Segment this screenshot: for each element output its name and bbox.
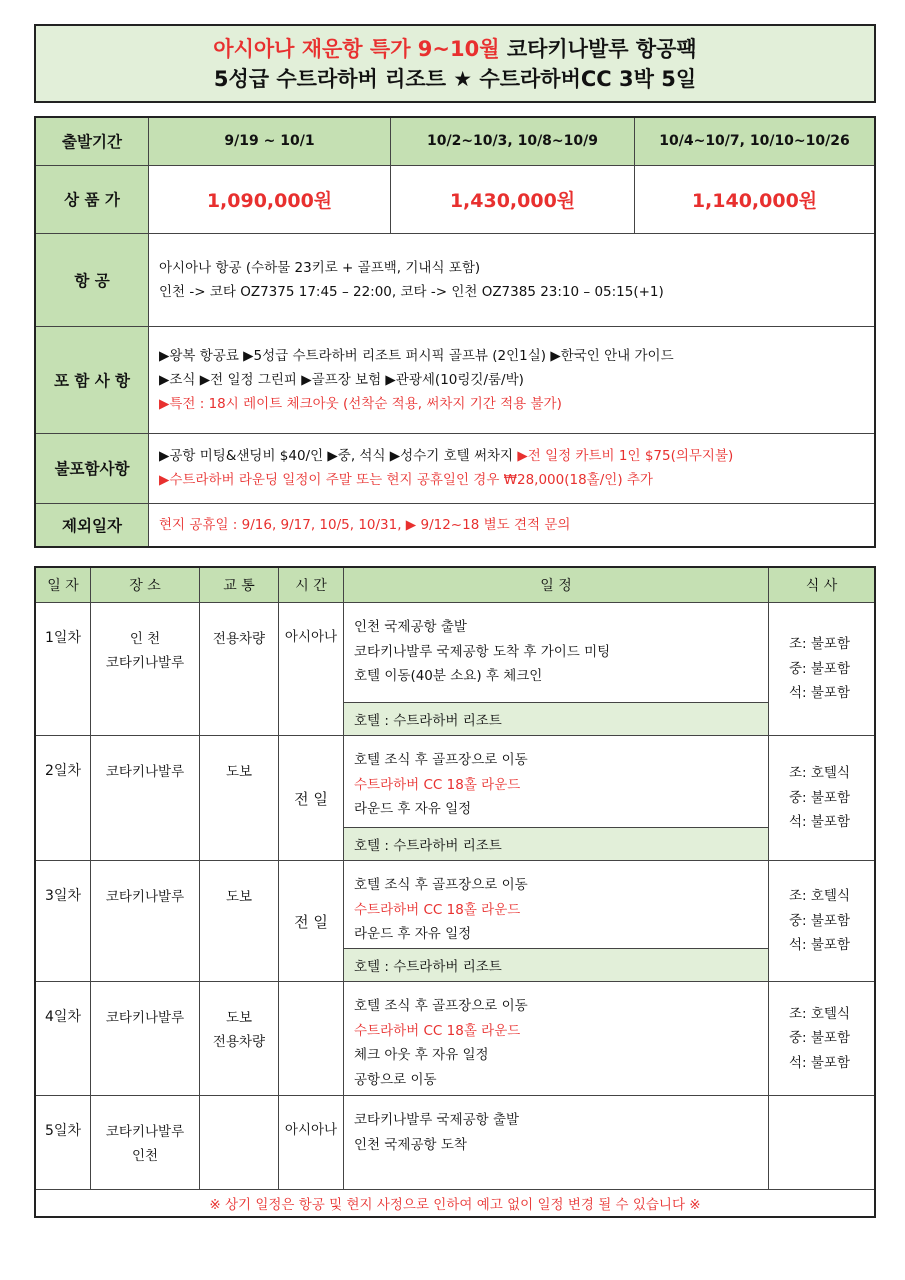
col-day: 일 자 — [35, 567, 91, 603]
schedule-cell — [344, 736, 769, 828]
time-cell: 전 일 — [279, 736, 344, 861]
meal-line: 조: 호텔식 — [789, 888, 851, 905]
itinerary-row — [35, 982, 875, 1096]
meal-line: 조: 호텔식 — [789, 1005, 851, 1022]
schedule-cell — [344, 603, 769, 703]
included-label: 포 함 사 항 — [35, 326, 149, 433]
air-label: 항 공 — [35, 233, 149, 326]
place-line: 코타키나발루 — [105, 1124, 185, 1140]
itinerary-table — [34, 566, 876, 1218]
excluded-dates: 현지 공휴일 : 9/16, 9/17, 10/5, 10/31, ▶ 9/12~18 별도 견적 문의 — [149, 503, 876, 547]
schedule-line: 체크 아웃 후 자유 일정 — [354, 1047, 489, 1063]
schedule-line: 코타키나발루 국제공항 출발 — [354, 1112, 520, 1128]
schedule-notice: ※ 상기 일정은 항공 및 현지 사정으로 인하여 예고 없이 일정 변경 될 수 있습니다 ※ — [35, 1190, 875, 1218]
schedule-line: 라운드 후 자유 일정 — [354, 801, 472, 817]
day-cell: 5일차 — [35, 1096, 91, 1190]
place-cell — [91, 982, 200, 1096]
meal-line: 석: 불포함 — [789, 937, 851, 954]
price-1: 1,090,000원 — [149, 165, 391, 233]
transport-cell — [200, 603, 279, 736]
place-line: 코타키나발루 — [105, 655, 185, 671]
schedule-line: 수트라하버 CC 18홀 라운드 — [354, 901, 521, 918]
time-cell: 전 일 — [279, 861, 344, 982]
schedule-cell — [344, 1096, 769, 1190]
schedule-line: 라운드 후 자유 일정 — [354, 926, 472, 942]
itinerary-row — [35, 603, 875, 703]
schedule-line: 호텔 조식 후 골프장으로 이동 — [354, 877, 528, 893]
hotel-info: 호텔 : 수트라하버 리조트 — [344, 949, 769, 982]
meal-line: 석: 불포함 — [789, 1054, 851, 1071]
time-cell: 아시아나 — [279, 603, 344, 736]
schedule-cell — [344, 861, 769, 949]
schedule-line: 코타키나발루 국제공항 도착 후 가이드 미팅 — [354, 643, 611, 660]
meal-line: 조: 불포함 — [789, 636, 851, 653]
transport-line: 전용차량 — [212, 1034, 266, 1050]
place-line: 코타키나발루 — [105, 889, 185, 905]
meals-cell — [769, 1096, 876, 1190]
note-row — [35, 1190, 875, 1218]
title-destination: 코타키나발루 항공팩 — [499, 37, 697, 61]
included-line: ▶왕복 항공료 ▶5성급 수트라하버 리조트 퍼시픽 골프뷰 (2인1실) ▶한국인 안내 가이드 — [159, 347, 674, 364]
col-schedule: 일 정 — [344, 567, 769, 603]
title-highlight: 아시아나 재운항 특가 9~10월 — [213, 37, 500, 61]
transport-cell — [200, 982, 279, 1096]
product-info-table — [34, 116, 876, 548]
meals-cell — [769, 736, 876, 861]
meal-line: 중: 불포함 — [789, 660, 851, 677]
transport-cell — [200, 861, 279, 982]
excluded-line — [159, 444, 874, 468]
place-cell — [91, 861, 200, 982]
transport-cell — [200, 1096, 279, 1190]
place-line: 코타키나발루 — [105, 1010, 185, 1026]
excluded-label: 불포함사항 — [35, 433, 149, 503]
excluded-details — [149, 433, 876, 503]
schedule-line: 수트라하버 CC 18홀 라운드 — [354, 776, 521, 793]
meal-line: 중: 불포함 — [789, 1030, 851, 1047]
itinerary-row — [35, 1096, 875, 1190]
period-2: 10/2~10/3, 10/8~10/9 — [391, 117, 635, 165]
col-place: 장 소 — [91, 567, 200, 603]
itinerary-body — [35, 603, 875, 1218]
col-meals: 식 사 — [769, 567, 876, 603]
meal-line: 석: 불포함 — [789, 814, 851, 831]
transport-line: 도보 — [225, 764, 253, 780]
meal-line: 석: 불포함 — [789, 685, 851, 702]
title-banner — [34, 24, 876, 103]
transport-line: 도보 — [225, 1010, 253, 1026]
col-transport: 교 통 — [200, 567, 279, 603]
price-2: 1,430,000원 — [391, 165, 635, 233]
place-line: 인천 — [131, 1148, 159, 1164]
weekend-surcharge: ▶수트라하버 라운딩 일정이 주말 또는 현지 공휴일인 경우 ₩28,000(18홀/인) 추가 — [159, 472, 653, 488]
time-cell: 아시아나 — [279, 1096, 344, 1190]
air-line: 인천 -> 코타 OZ7375 17:45 – 22:00, 코타 -> 인천 OZ7385 23:10 – 05:15(+1) — [159, 283, 664, 300]
price-label: 상 품 가 — [35, 165, 149, 233]
hotel-info: 호텔 : 수트라하버 리조트 — [344, 703, 769, 736]
itinerary-row — [35, 736, 875, 828]
schedule-cell — [344, 982, 769, 1096]
meals-cell — [769, 982, 876, 1096]
transport-cell — [200, 736, 279, 861]
day-cell: 2일차 — [35, 736, 91, 861]
meal-line: 중: 불포함 — [789, 912, 851, 929]
included-special: ▶특전 : 18시 레이트 체크아웃 (선착순 적용, 써차지 기간 적용 불가) — [159, 395, 562, 412]
cart-fee: ▶전 일정 카트비 1인 $75(의무지불) — [517, 448, 734, 464]
title-line-1 — [36, 34, 874, 64]
hotel-info: 호텔 : 수트라하버 리조트 — [344, 828, 769, 861]
excluded-dates-label: 제외일자 — [35, 503, 149, 547]
excluded-items: ▶공항 미팅&샌딩비 $40/인 ▶중, 석식 ▶성수기 호텔 써차지 — [159, 448, 518, 464]
meals-cell — [769, 603, 876, 736]
place-cell — [91, 1096, 200, 1190]
schedule-line: 인천 국제공항 도착 — [354, 1136, 467, 1153]
price-3: 1,140,000원 — [635, 165, 876, 233]
col-time: 시 간 — [279, 567, 344, 603]
included-details — [149, 326, 876, 433]
meals-cell — [769, 861, 876, 982]
period-3: 10/4~10/7, 10/10~10/26 — [635, 117, 876, 165]
schedule-line: 인천 국제공항 출발 — [354, 619, 467, 635]
schedule-line: 호텔 조식 후 골프장으로 이동 — [354, 998, 528, 1014]
time-cell — [279, 982, 344, 1096]
day-cell: 3일차 — [35, 861, 91, 982]
period-1: 9/19 ~ 10/1 — [149, 117, 391, 165]
title-line-2: 5성급 수트라하버 리조트 ★ 수트라하버CC 3박 5일 — [213, 67, 697, 91]
schedule-line: 수트라하버 CC 18홀 라운드 — [354, 1022, 521, 1039]
included-line: ▶조식 ▶전 일정 그린피 ▶골프장 보험 ▶관광세(10링깃/룸/박) — [159, 371, 524, 388]
air-line: 아시아나 항공 (수하물 23키로 + 골프백, 기내식 포함) — [159, 259, 481, 276]
place-line: 인 천 — [129, 631, 161, 647]
schedule-line: 호텔 이동(40분 소요) 후 체크인 — [354, 668, 543, 684]
place-cell — [91, 736, 200, 861]
day-cell: 4일차 — [35, 982, 91, 1096]
period-label: 출발기간 — [35, 117, 149, 165]
schedule-line: 공항으로 이동 — [354, 1071, 437, 1088]
transport-line: 전용차량 — [212, 631, 266, 647]
transport-line: 도보 — [225, 889, 253, 905]
day-cell: 1일차 — [35, 603, 91, 736]
itinerary-row — [35, 861, 875, 949]
air-details — [149, 233, 876, 326]
meal-line: 조: 호텔식 — [789, 765, 851, 782]
place-line: 코타키나발루 — [105, 764, 185, 780]
schedule-line: 호텔 조식 후 골프장으로 이동 — [354, 752, 528, 768]
place-cell — [91, 603, 200, 736]
meal-line: 중: 불포함 — [789, 789, 851, 806]
